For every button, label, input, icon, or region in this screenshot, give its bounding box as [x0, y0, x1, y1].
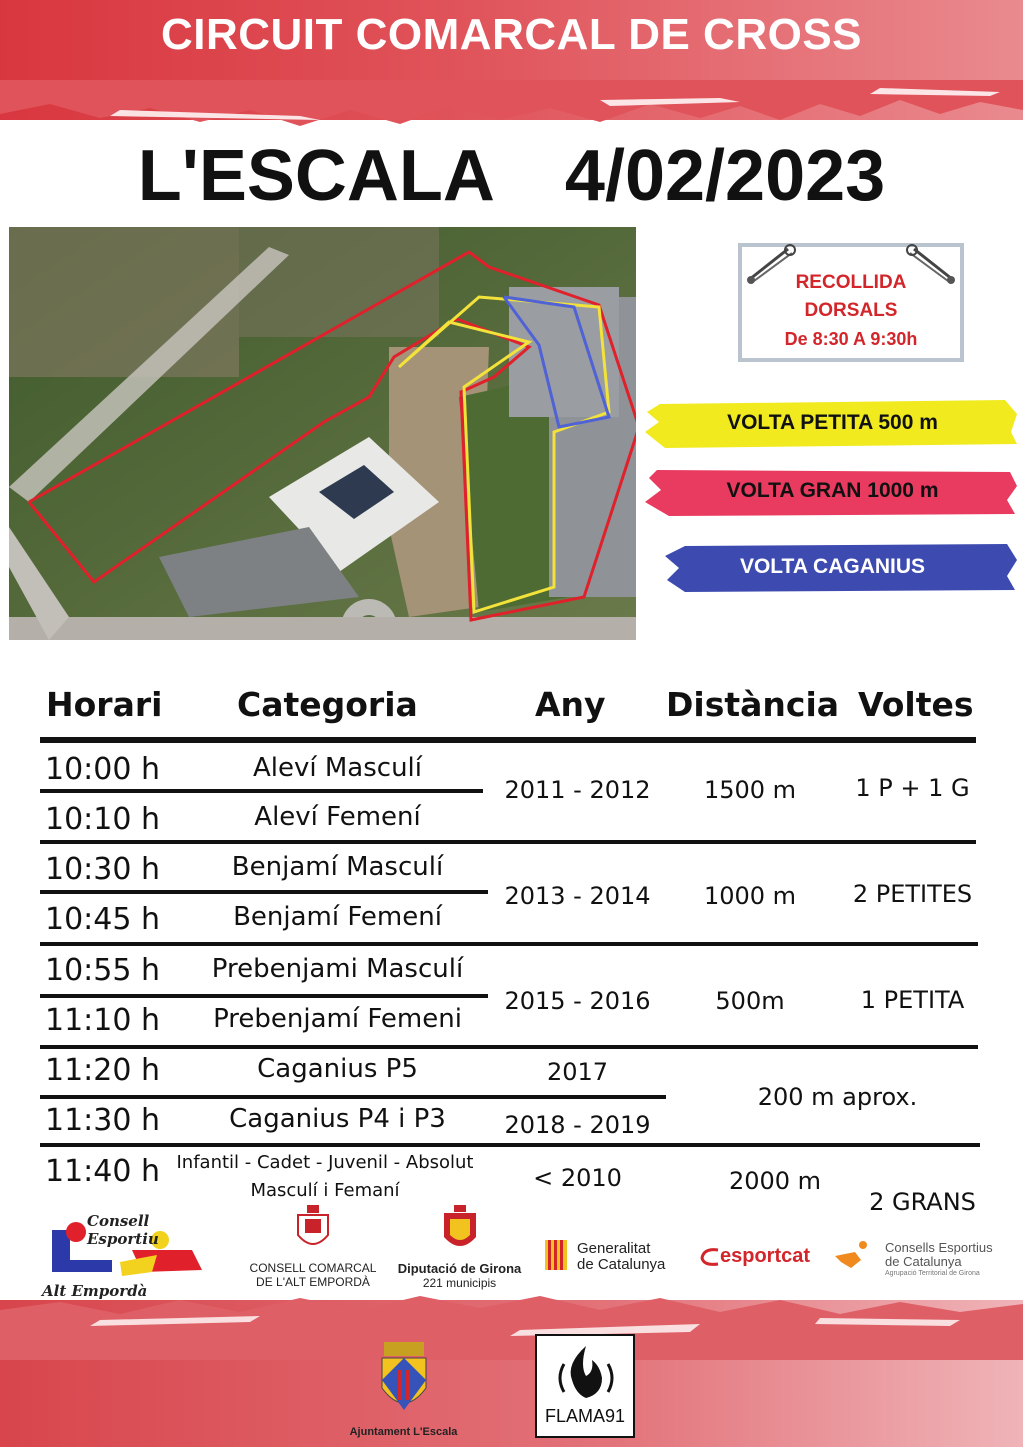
group-laps: 2 PETITES [852, 880, 973, 908]
group-laps: 2 GRANS [869, 1188, 976, 1216]
consells-line2: de Catalunya [885, 1254, 962, 1269]
row-category: Aleví Masculí [252, 753, 422, 783]
row-time: 11:30 h [45, 1103, 161, 1138]
table-rule [40, 1045, 978, 1049]
coat-of-arms-icon [374, 1340, 434, 1420]
row-category: Infantil - Cadet - Juvenil - Absolut [176, 1152, 474, 1173]
legend-volta-caganius [645, 536, 1020, 598]
row-time: 10:00 h [45, 752, 161, 787]
legend-label: VOLTA CAGANIUS [739, 555, 926, 578]
diputacio-line2: 221 municipis [422, 1276, 497, 1290]
row-category: Benjamí Femení [233, 902, 442, 932]
bib-pickup-time: De 8:30 A 9:30h [784, 329, 918, 349]
flame-icon [546, 1344, 626, 1404]
legend-volta-gran [645, 460, 1020, 522]
consell-esportiu-line2: Alt Empordà [42, 1282, 148, 1300]
event-title [0, 135, 1023, 217]
table-rule [40, 789, 483, 793]
header-categoria: Categoria [237, 685, 418, 724]
group-year: 2017 [546, 1058, 609, 1086]
row-category: Caganius P4 i P3 [229, 1104, 446, 1134]
row-time: 10:10 h [45, 802, 161, 837]
logo-generalitat [545, 1238, 685, 1278]
table-rule [40, 890, 488, 894]
row-category: Prebenjamí Femeni [213, 1004, 462, 1034]
row-category-sub: Masculí i Femaní [250, 1180, 400, 1201]
header-any: Any [535, 685, 606, 724]
event-place: L'ESCALA [137, 136, 495, 216]
consell-comarcal-line2: DE L'ALT EMPORDÀ [256, 1275, 370, 1289]
group-year: < 2010 [533, 1164, 622, 1192]
legend-volta-petita [645, 392, 1020, 454]
table-rule [40, 1095, 666, 1099]
group-distance: 500m [715, 987, 785, 1015]
logo-esportcat [700, 1243, 815, 1273]
table-rule [40, 1143, 980, 1147]
row-time: 11:20 h [45, 1053, 161, 1088]
logo-flama91 [535, 1334, 635, 1438]
flama-label: FLAMA91 [544, 1406, 626, 1426]
event-date: 4/02/2023 [564, 136, 886, 216]
esportcat-label: esportcat [720, 1245, 811, 1267]
row-time: 11:10 h [45, 1003, 161, 1038]
diputacio-line1: Diputació de Girona [397, 1261, 522, 1276]
row-category: Caganius P5 [257, 1054, 418, 1084]
header-distancia: Distància [666, 685, 840, 724]
header-brush-edge [0, 80, 1023, 140]
senyera-icon [545, 1240, 567, 1270]
legend-label: VOLTA PETITA 500 m [727, 411, 938, 434]
group-laps: 1 PETITA [860, 986, 965, 1014]
group-year: 2018 - 2019 [504, 1111, 651, 1139]
group-year: 2013 - 2014 [504, 882, 651, 910]
group-year: 2015 - 2016 [504, 987, 651, 1015]
table-rule [40, 840, 976, 844]
consells-line1: Consells Esportius [885, 1240, 993, 1255]
group-distance: 1000 m [703, 882, 797, 910]
table-rule [40, 737, 976, 743]
bib-pickup-line1: RECOLLIDA [795, 272, 907, 293]
row-category: Aleví Femení [254, 802, 421, 832]
esportcat-swoosh-icon [700, 1246, 720, 1268]
logo-consell-esportiu-alt-emporda [42, 1210, 207, 1305]
group-year: 2011 - 2012 [504, 776, 651, 804]
header-voltes: Voltes [858, 685, 974, 724]
consell-esportiu-line1: Consell Esportiu [87, 1212, 159, 1248]
row-time: 10:30 h [45, 852, 161, 887]
course-map [9, 227, 636, 640]
legend-label: VOLTA GRAN 1000 m [726, 479, 939, 502]
row-category: Prebenjami Masculí [211, 954, 464, 984]
coat-of-arms-icon [440, 1205, 480, 1255]
group-laps: 1 P + 1 G [855, 774, 970, 802]
circuit-title: CIRCUIT COMARCAL DE CROSS [160, 10, 863, 59]
group-distance-laps: 200 m aprox. [757, 1083, 918, 1111]
logo-consells-esportius-catalunya [833, 1238, 1013, 1283]
runner-icon [833, 1240, 877, 1270]
safety-pin-icon [900, 241, 960, 285]
logo-ajuntament-lescala [336, 1340, 471, 1445]
row-time: 10:45 h [45, 902, 161, 937]
table-rule [40, 994, 488, 998]
header-horari: Horari [46, 685, 163, 724]
consells-line3: Agrupació Territorial de Girona [885, 1270, 980, 1277]
logo-consell-comarcal [248, 1205, 378, 1290]
row-time: 10:55 h [45, 953, 161, 988]
logo-diputacio-girona [392, 1205, 527, 1290]
consell-comarcal-line1: CONSELL COMARCAL [249, 1261, 377, 1275]
coat-of-arms-icon [293, 1205, 333, 1255]
generalitat-line2: de Catalunya [577, 1256, 666, 1273]
group-distance: 1500 m [703, 776, 797, 804]
ajuntament-label: Ajuntament L'Escala [349, 1426, 458, 1438]
bib-pickup-box [738, 243, 964, 362]
table-rule [40, 942, 978, 946]
bib-pickup-line2: DORSALS [804, 300, 898, 321]
safety-pin-icon [742, 241, 802, 285]
row-time: 11:40 h [45, 1154, 161, 1189]
row-category: Benjamí Masculí [231, 852, 444, 882]
group-distance: 2000 m [728, 1167, 822, 1195]
generalitat-line1: Generalitat [577, 1240, 651, 1257]
